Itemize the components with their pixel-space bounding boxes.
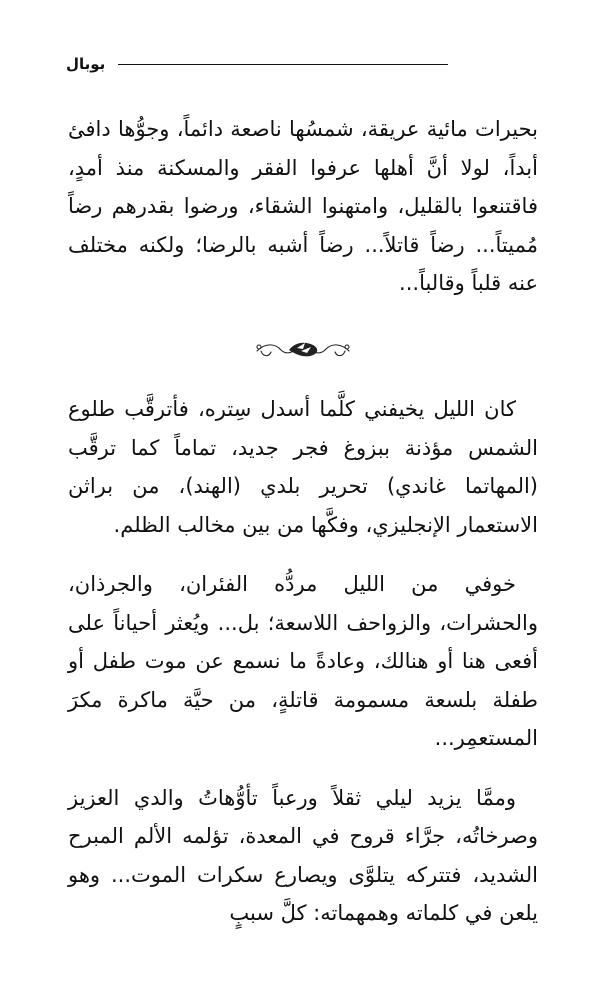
paragraph: وممَّا يزيد ليلي ثقلاً ورعباً تأوُّهاتُ والدي العزيز وصرخاتُه، جرَّاء قروح في المعدة، تؤلمه الألم المبرح الشديد، فتتركه يتلوَّى ويصارع سكرات الموت... وهو يلعن في كلماته وهمهماته: كلَّ سببٍ <box>68 785 538 925</box>
text-block-top <box>68 110 538 324</box>
paragraph: خوفي من الليل مردُّه الفئران، والجرذان، والحشرات، والزواحف اللاسعة؛ بل... ويُعثر أحياناً على أفعى هنا أو هنالك، وعادةً ما نسمع عن موت طفل أو طفلة بلسعة مسمومة قاتلةٍ، من حيَّة ماكرة مكرَ المستعمِر... <box>68 572 538 750</box>
header-rule <box>118 64 448 65</box>
text-block-bottom <box>68 390 538 954</box>
running-header <box>0 52 606 76</box>
flourish-ornament-icon <box>253 333 353 365</box>
paragraph: بحيرات مائية عريقة، شمسُها ناصعة دائماً، وجوُّها دافئ أبداً، لولا أنَّ أهلها عرفوا الفقر والمسكنة منذ أمدٍ، فاقتنعوا بالقليل، وامتهنوا الشقاء، ورضوا بقدرهم رضاً مُميتاً... رضاً قاتلاً... رضاً أشبه بالرضا؛ ولكنه مختلف عنه قلباً وقالباً... <box>68 117 538 295</box>
paragraph: كان الليل يخيفني كلَّما أسدل سِتره، فأترقَّب طلوع الشمس مؤذنة ببزوغ فجر جديد، تماماً كما ترقَّب (المهاتما غاندي) تحرير بلدي (الهند)، من براثن الاستعمار الإنجليزي، وفكَّها من بين مخالب الظلم. <box>68 397 538 537</box>
chapter-title: بوبال <box>66 55 106 73</box>
